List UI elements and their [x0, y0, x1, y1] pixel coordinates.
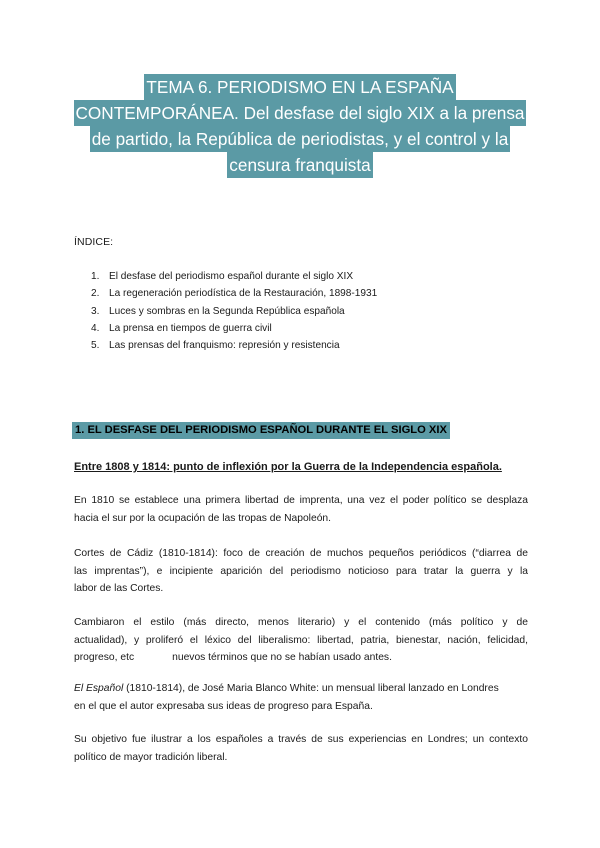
paragraph [74, 492, 528, 527]
paragraph [74, 545, 528, 598]
index-label: ÍNDICE: [74, 236, 114, 248]
paragraph-line: las imprentas”), e incipiente aparición del periodismo noticioso para tratar la guerra y la [74, 565, 528, 577]
paragraph-line: en el que el autor expresaba sus ideas de progreso para España. [74, 700, 373, 712]
paragraph-line: Cortes de Cádiz (1810-1814): foco de creación de muchos pequeños periódicos (“diarrea de [74, 548, 528, 559]
section-heading: 1. EL DESFASE DEL PERIODISMO ESPAÑOL DURANTE EL SIGLO XIX [72, 422, 450, 439]
title-line: censura franquista [227, 152, 372, 178]
toc-item-text: La prensa en tiempos de guerra civil [109, 322, 272, 334]
toc-item-text: El desfase del periodismo español durante el siglo XIX [109, 271, 354, 282]
paragraph-line [74, 680, 528, 698]
paragraph-line: actualidad), y proliferó el léxico del liberalismo: libertad, patria, bienestar, nación, felicidad, [74, 634, 528, 646]
paragraph-line: En 1810 se establece una primera libertad de imprenta, una vez el poder político se desplaza [74, 495, 528, 506]
publication-title: El Español [74, 683, 124, 694]
paragraph-line: Su objetivo fue ilustrar a los españoles a través de sus experiencias en Londres; un contexto [74, 734, 528, 745]
paragraph [74, 731, 528, 766]
toc-item-number: 2. [91, 288, 100, 300]
toc-item-text: Luces y sombras en la Segunda República española [109, 305, 345, 317]
title-line: de partido, la República de periodistas, y el control y la [90, 126, 511, 152]
paragraph-line: hacia el sur por la ocupación de las tropas de Napoleón. [74, 512, 332, 524]
title-line: CONTEMPORÁNEA. Del desfase del siglo XIX a la prensa [74, 100, 527, 126]
toc-item-number: 3. [91, 305, 100, 317]
paragraph [74, 614, 528, 667]
paragraph-line: labor de las Cortes. [74, 583, 164, 594]
document-title [60, 74, 540, 178]
title-line: TEMA 6. PERIODISMO EN LA ESPAÑA [144, 74, 455, 100]
toc-item-number: 1. [91, 271, 100, 282]
paragraph-line: Cambiaron el estilo (más directo, menos literario) y el contenido (más político y de [74, 617, 528, 628]
toc-item-number: 5. [91, 340, 100, 352]
toc-item-text: Las prensas del franquismo: represión y resistencia [109, 340, 340, 352]
toc-item-text: La regeneración periodística de la Restauración, 1898-1931 [109, 288, 378, 300]
paragraph-fragment: nuevos términos que no se habían usado antes. [172, 652, 392, 663]
toc-item-number: 4. [91, 322, 100, 334]
paragraph-fragment: (1810-1814), de José Maria Blanco White: un mensual liberal lanzado en Londres [123, 683, 499, 694]
paragraph-line [74, 649, 528, 667]
paragraph-line: político de mayor tradición liberal. [74, 751, 228, 763]
section-subheading: Entre 1808 y 1814: punto de inflexión por la Guerra de la Independencia española. [74, 461, 502, 473]
paragraph-fragment: progreso, etc [74, 652, 135, 663]
paragraph [74, 680, 528, 715]
